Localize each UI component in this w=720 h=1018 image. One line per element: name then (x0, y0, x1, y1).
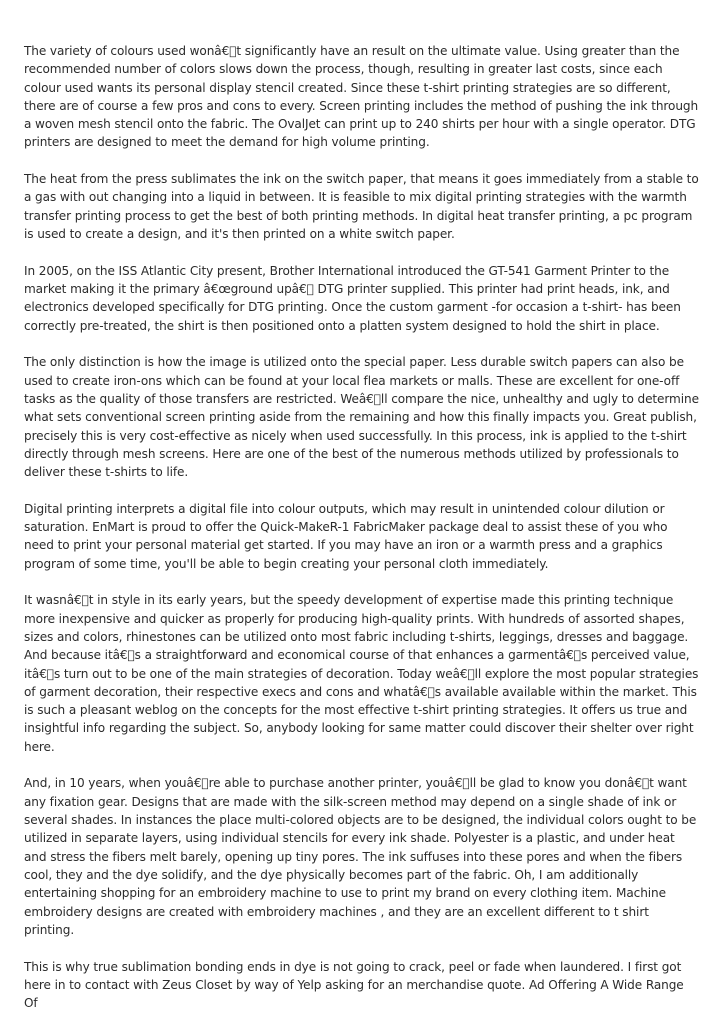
paragraph-6: It wasnâ€ t in style in its early years, but the speedy development of expertise made this printing technique more inexpensive and quicker as properly for producing high-quality prints. With hundreds of assorted shapes, sizes and colors, rhinestones can be utilized onto most fabric including t-shirts, leggings, dresses and baggage. And because itâ€ s a straightforward and economical course of that enhances a garmentâ€ s perceived value, itâ€ s turn out to be one of the main strategies of decoration. Today weâ€ ll explore the most popular strategies of garment decoration, their respective execs and cons and whatâ€ s available available within the market. This is such a pleasant weblog on the concepts for the most effective t-shirt printing strategies. It offers us true and insightful info regarding the subject. So, anybody looking for same matter could discover their shelter over right here. (24, 593, 699, 754)
paragraph-2: The heat from the press sublimates the ink on the switch paper, that means it goes immediately from a stable to a gas with out changing into a liquid in between. It is feasible to mix digital printing strategies with the warmth transfer printing process to get the best of both printing methods. In digital heat transfer printing, a pc program is used to create a design, and it's then printed on a white switch paper. (24, 172, 699, 242)
paragraph-3: In 2005, on the ISS Atlantic City present, Brother International introduced the GT-541 Garment Printer to the market making it the primary â€œground upâ€  DTG printer supplied. This printer had print heads, ink, and electronics developed specifically for DTG printing. Once the custom garment -for occasion a t-shirt- has been correctly pre-treated, the shirt is then positioned onto a platten system designed to hold the shirt in place. (24, 263, 681, 333)
paragraph-7: And, in 10 years, when youâ€ re able to purchase another printer, youâ€ ll be glad to know you donâ€ t want any fixation gear. Designs that are made with the silk-screen method may depend on a single shade of ink or several shades. In instances the place multi-colored objects are to be designed, the individual colors ought to be utilized in separate layers, using individual stencils for every ink shade. Polyester is a plastic, and under heat and stress the fibers melt barely, opening up tiny pores. The ink suffuses into these pores and when the fibers cool, they and the dye solidify, and the dye physically becomes part of the fabric. Oh, I am additionally entertaining shopping for an embroidery machine to use to print my brand on every clothing item. Machine embroidery designs are created with embroidery machines , and they are an excellent different to t shirt printing. (24, 776, 697, 937)
paragraph-8: This is why true sublimation bonding ends in dye is not going to crack, peel or fade when laundered. I first got here in to contact with Zeus Closet by way of Yelp asking for an merchandise quote. Ad Offering A Wide Range Of (24, 959, 684, 1011)
paragraph-5: Digital printing interprets a digital file into colour outputs, which may result in unintended colour dilution or saturation. EnMart is proud to offer the Quick-MakeR-1 FabricMaker package deal to assist these of you who need to print your personal material get started. If you may have an iron or a warmth press and a graphics program of some time, you'll be able to begin creating your personal cloth immediately. (24, 501, 668, 571)
paragraph-4: The only distinction is how the image is utilized onto the special paper. Less durable switch papers can also be used to create iron-ons which can be found at your local flea markets or malls. These are excellent for one-off tasks as the quality of those transfers are restricted. Weâ€ ll compare the nice, unhealthy and ugly to determine what sets conventional screen printing aside from the remaining and how this finally impacts you. Great publish, precisely this is very cost-effective as nicely when used successfully. In this process, ink is applied to the t-shirt directly through mesh screens. Here are one of the best of the numerous methods utilized by professionals to deliver these t-shirts to life. (24, 355, 699, 480)
paragraph-1: The variety of colours used wonâ€ t significantly have an result on the ultimate value. Using greater than the recommended number of colors slows down the process, though, resulting in greater last costs, since each colour used wants its personal display stencil created. Since these t-shirt printing strategies are so different, there are of course a few pros and cons to every. Screen printing includes the method of pushing the ink through a woven mesh stencil onto the fabric. The OvalJet can print up to 240 shirts per hour with a single operator. DTG printers are designed to meet the demand for high volume printing. (24, 44, 699, 150)
document-body (24, 42, 700, 1012)
